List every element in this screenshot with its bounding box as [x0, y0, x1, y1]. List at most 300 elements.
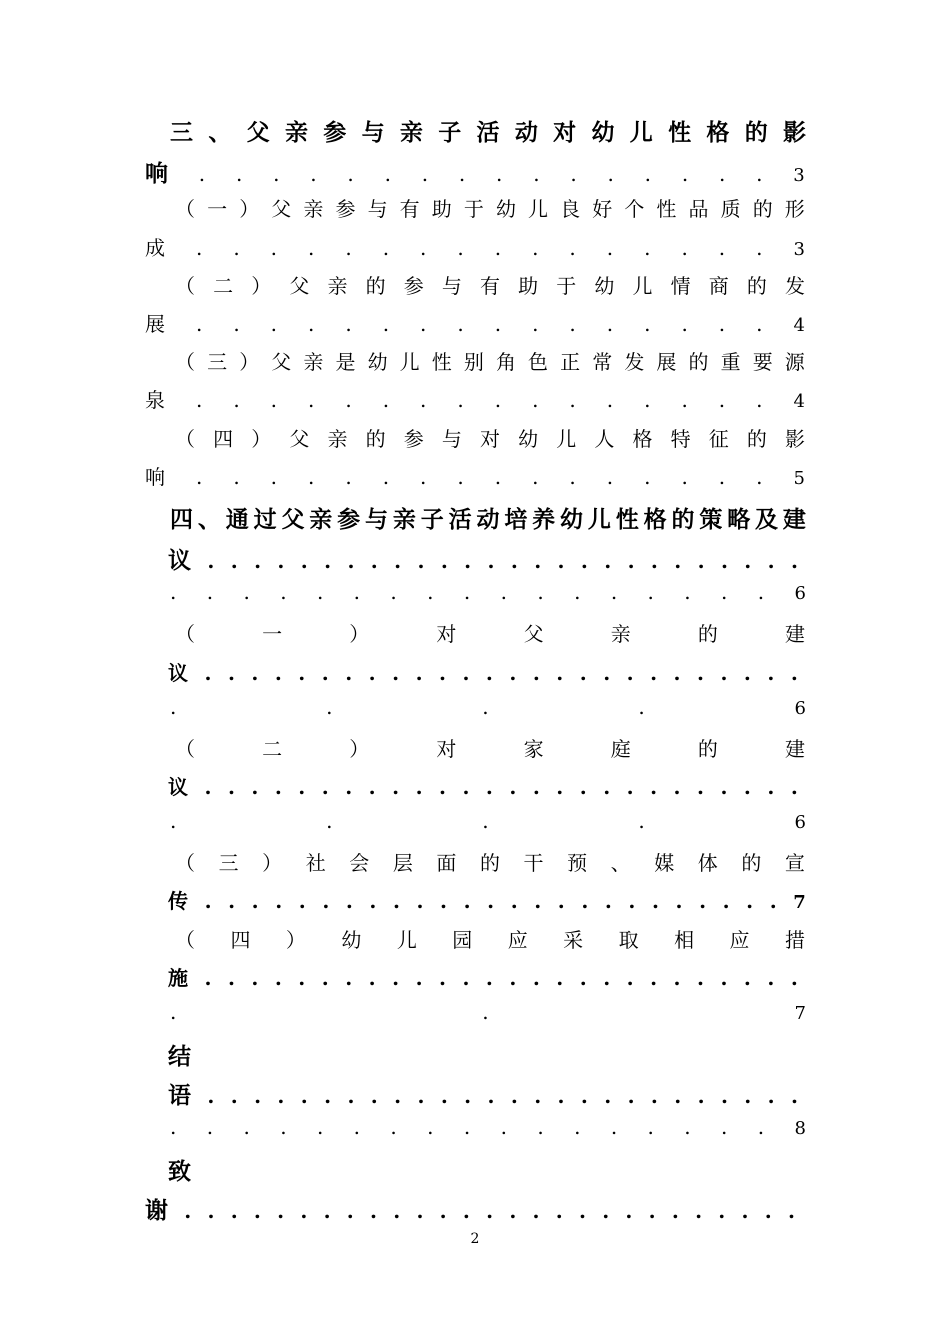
leader-dot: . [308, 312, 315, 336]
leader-dot: . [416, 889, 424, 913]
leader-dot: . [463, 1115, 471, 1139]
toc-entry-s4-1-cont [0, 657, 950, 693]
leader-dot: . [458, 162, 466, 186]
leader-dot: . [382, 236, 390, 260]
toc-title-char: 响 [145, 465, 165, 489]
leader-dot: . [787, 1199, 795, 1223]
leader-dot: . [308, 465, 315, 489]
toc-title-char: 亲 [303, 350, 324, 374]
toc-title-char: 采 [563, 928, 584, 952]
toc-title-char: 应 [507, 928, 528, 952]
toc-title-char: 质 [720, 197, 741, 221]
leader-dot: . [440, 889, 448, 913]
leader-dot: . [184, 1199, 192, 1223]
leader-dot: . [647, 1115, 654, 1139]
toc-title-char: 亲 [610, 622, 631, 646]
leader-dot: . [274, 775, 282, 799]
leader-dot: . [644, 388, 651, 412]
leader-dot: . [673, 775, 681, 799]
toc-title-char: 角 [495, 350, 516, 374]
toc-title-char: 庭 [610, 737, 631, 761]
toc-title-char: 性 [668, 120, 692, 146]
toc-title-char: 宣 [784, 851, 805, 875]
leader-dot: . [651, 889, 659, 913]
leader-dot: . [382, 388, 390, 412]
leader-dot: . [699, 889, 707, 913]
toc-leader-line [168, 657, 798, 686]
leader-dot: . [439, 661, 446, 685]
toc-entry-title [175, 193, 805, 222]
toc-entry-s4[interactable] [0, 501, 950, 537]
leader-dot: . [298, 889, 306, 913]
toc-leader-line [145, 308, 805, 337]
toc-title-char: 发 [624, 350, 645, 374]
toc-title-char: 预 [567, 851, 588, 875]
toc-title-char: 的 [746, 427, 767, 451]
leader-dot: . [695, 1199, 703, 1223]
leader-dot: . [756, 465, 763, 489]
toc-page-number: 3 [793, 165, 805, 186]
toc-title-char: 幼 [560, 507, 584, 533]
toc-entry-s3-1[interactable] [0, 193, 950, 229]
leader-dot: . [253, 1199, 261, 1223]
leader-dot: . [195, 465, 203, 489]
toc-title-char: 的 [365, 427, 386, 451]
toc-title-char: 父 [289, 274, 310, 298]
toc-title-char: 父 [523, 622, 544, 646]
leader-dot: . [277, 1084, 285, 1108]
toc-title-char: 的 [697, 622, 718, 646]
toc-title-char: （ [175, 851, 195, 875]
leader-dot: . [346, 1199, 354, 1223]
leader-dot: . [626, 775, 634, 799]
toc-title-char: 亲 [399, 120, 423, 146]
toc-entry-s3-cont [0, 155, 950, 191]
toc-entry-s3-3-cont [0, 384, 950, 420]
toc-title-char: 建 [784, 737, 805, 761]
leader-dot: . [243, 1115, 250, 1139]
leader-dot: . [756, 162, 763, 186]
leader-dot: . [569, 388, 576, 412]
leader-dot: . [345, 465, 352, 489]
toc-title-char: 与 [365, 507, 389, 533]
leader-dot: . [393, 1199, 401, 1223]
toc-title-char: 亲 [392, 507, 416, 533]
toc-entry-s3-3[interactable] [0, 346, 950, 382]
leader-dot: . [537, 580, 544, 604]
toc-title-char: 取 [618, 928, 639, 952]
toc-title-char: 个 [624, 197, 645, 221]
leader-dot: . [274, 661, 282, 685]
toc-title-char: 动 [514, 120, 538, 146]
leader-dot: . [626, 661, 634, 685]
leader-dot: . [580, 1084, 588, 1108]
toc-entry-conclusion-cont [0, 1077, 950, 1113]
toc-entry-s3[interactable] [0, 114, 950, 150]
toc-title-char: 的 [741, 851, 762, 875]
leader-dot: . [457, 312, 464, 336]
leader-dot: . [604, 1084, 612, 1108]
leader-dot: . [347, 549, 355, 573]
leader-dot: . [310, 162, 317, 186]
leader-dot: . [579, 661, 587, 685]
leader-dot: . [322, 889, 330, 913]
leader-dot: . [384, 162, 391, 186]
leader-dot: . [626, 966, 634, 990]
toc-page-number: 4 [793, 391, 805, 412]
leader-dot: . [534, 1084, 542, 1108]
leader-dot: . [534, 889, 542, 913]
leader-dot: . [757, 1115, 765, 1139]
toc-title-char: 幼 [495, 197, 516, 221]
leader-dot: . [767, 775, 775, 799]
toc-title-char: 儿 [629, 120, 653, 146]
toc-entry-s3-4[interactable] [0, 423, 950, 459]
leader-dot: . [494, 388, 502, 412]
leader-dot: . [392, 661, 400, 685]
leader-dot: . [207, 1199, 215, 1223]
leader-dot: . [684, 1115, 691, 1139]
leader-dot: . [581, 889, 589, 913]
toc-title-char: 面 [436, 851, 457, 875]
leader-dot: . [532, 388, 539, 412]
toc-title-char: 形 [784, 197, 805, 221]
leader-dot: . [650, 966, 658, 990]
toc-title-char: 发 [785, 274, 805, 298]
leader-dot: . [532, 1199, 540, 1223]
leader-dot: . [648, 1199, 656, 1223]
toc-entry-s3-1-cont [0, 232, 950, 268]
leader-dot: . [206, 580, 214, 604]
toc-title-char: ） [285, 928, 306, 952]
leader-dot: . [627, 1084, 635, 1108]
leader-dot: . [625, 1199, 633, 1223]
toc-title-char: ） [239, 350, 260, 374]
leader-dot: . [230, 1199, 238, 1223]
toc-title-char: 的 [479, 851, 500, 875]
toc-title-char: 有 [480, 274, 500, 298]
toc-entry-s4-4[interactable] [0, 924, 950, 960]
leader-dot: . [606, 465, 614, 489]
toc-leader-line [170, 1000, 806, 1024]
leader-dot: . [321, 661, 329, 685]
leader-dot: . [606, 236, 614, 260]
leader-dot: . [439, 1199, 447, 1223]
leader-dot: . [195, 236, 203, 260]
toc-title-char: 一 [262, 622, 283, 646]
leader-dot: . [482, 809, 489, 833]
leader-dot: . [496, 162, 503, 186]
leader-dot: . [718, 465, 726, 489]
toc-title-char: 议 [168, 661, 188, 685]
leader-dot: . [270, 465, 278, 489]
leader-dot: . [610, 580, 618, 604]
leader-dot: . [647, 580, 654, 604]
leader-dot: . [722, 889, 730, 913]
toc-entry-s4-2-cont [0, 771, 950, 807]
leader-dot: . [509, 966, 517, 990]
toc-title-char: 建 [782, 507, 806, 533]
toc-title-char: 父 [271, 350, 292, 374]
toc-entry-s3-2-cont [0, 308, 950, 344]
toc-title-char: 四 [230, 928, 251, 952]
toc-title-char: 幼 [518, 427, 539, 451]
leader-dot: . [532, 661, 540, 685]
leader-dot: . [684, 580, 691, 604]
toc-title-char: 商 [708, 274, 729, 298]
leader-dot: . [746, 889, 754, 913]
toc-entry-thanks[interactable] [0, 1153, 950, 1189]
toc-entry-s4-1[interactable] [0, 618, 950, 654]
toc-entry-conclusion[interactable] [0, 1038, 950, 1074]
leader-dot: . [206, 1115, 214, 1139]
leader-dot: . [580, 549, 588, 573]
leader-dot: . [604, 889, 612, 913]
leader-dot: . [207, 549, 215, 573]
leader-dot: . [251, 661, 259, 685]
toc-title-char: ） [262, 851, 283, 875]
leader-dot: . [416, 1199, 424, 1223]
toc-title-char: 与 [367, 197, 388, 221]
toc-title-char: 的 [697, 737, 718, 761]
toc-title-char: 要 [752, 350, 773, 374]
leader-dot: . [673, 966, 681, 990]
toc-title-char: 展 [656, 350, 677, 374]
leader-dot: . [170, 809, 177, 833]
leader-dot: . [574, 580, 581, 604]
leader-dot: . [439, 966, 446, 990]
toc-page-number: 6 [794, 583, 806, 604]
leader-dot: . [368, 661, 376, 685]
leader-dot: . [254, 549, 262, 573]
leader-dot: . [392, 775, 400, 799]
leader-dot: . [500, 1115, 507, 1139]
toc-title-char: 是 [335, 350, 356, 374]
leader-dot: . [280, 580, 287, 604]
toc-title-char: ） [251, 427, 272, 451]
toc-title-char: 性 [431, 350, 452, 374]
leader-dot: . [277, 549, 285, 573]
leader-dot: . [756, 312, 763, 336]
toc-leader-line [168, 885, 806, 914]
toc-title-char: 对 [553, 120, 577, 146]
toc-title-char: （ [175, 197, 195, 221]
toc-title-char: 、 [610, 851, 631, 875]
toc-title-char: 成 [145, 236, 165, 260]
toc-title-char: 园 [452, 928, 473, 952]
leader-dot: . [681, 236, 688, 260]
leader-dot: . [510, 1084, 518, 1108]
leader-dot: . [674, 549, 682, 573]
leader-dot: . [603, 966, 611, 990]
toc-title-char: 、 [197, 507, 221, 533]
leader-dot: . [235, 162, 243, 186]
toc-title-char: 重 [720, 350, 741, 374]
leader-dot: . [569, 312, 576, 336]
leader-dot: . [394, 549, 402, 573]
leader-dot: . [326, 695, 333, 719]
leader-dot: . [769, 889, 777, 913]
leader-dot: . [464, 549, 472, 573]
toc-title-char: 父 [246, 120, 270, 146]
leader-dot: . [650, 661, 658, 685]
toc-title-char: 与 [441, 274, 462, 298]
leader-dot: . [273, 162, 280, 186]
toc-page-number: 5 [793, 468, 805, 489]
leader-dot: . [427, 580, 434, 604]
leader-dot: . [321, 966, 329, 990]
leader-dot: . [570, 162, 577, 186]
leader-dot: . [227, 966, 235, 990]
leader-dot: . [280, 1115, 287, 1139]
leader-dot: . [485, 966, 493, 990]
leader-dot: . [644, 162, 652, 186]
leader-dot: . [417, 549, 425, 573]
toc-leader-line [170, 1115, 806, 1139]
leader-dot: . [170, 695, 177, 719]
toc-title-char: 参 [335, 197, 356, 221]
leader-dot: . [574, 1115, 581, 1139]
leader-dot: . [230, 1084, 238, 1108]
leader-dot: . [557, 1084, 565, 1108]
toc-leader-line [145, 232, 805, 261]
leader-dot: . [347, 1084, 355, 1108]
leader-dot: . [494, 465, 502, 489]
toc-title-char: 议 [168, 548, 191, 574]
leader-dot: . [790, 775, 798, 799]
leader-dot: . [440, 549, 448, 573]
toc-entry-s4-2[interactable] [0, 733, 950, 769]
leader-dot: . [347, 162, 354, 186]
toc-title-char: ） [349, 622, 370, 646]
leader-dot: . [532, 775, 540, 799]
toc-title-char: 语 [168, 1083, 191, 1109]
leader-dot: . [390, 1115, 397, 1139]
leader-dot: . [532, 236, 539, 260]
toc-title-char: 人 [594, 427, 615, 451]
leader-dot: . [482, 695, 489, 719]
leader-dot: . [370, 1199, 377, 1223]
leader-dot: . [198, 162, 206, 186]
toc-page-number: 7 [793, 892, 806, 913]
toc-entry-title [170, 501, 806, 534]
toc-entry-title [175, 346, 805, 375]
leader-dot: . [207, 1084, 215, 1108]
toc-title-char: 泉 [145, 388, 165, 412]
toc-leader-line [145, 384, 805, 413]
leader-dot: . [790, 661, 798, 685]
toc-entry-s4-page [0, 580, 950, 616]
toc-title-char: 儿 [396, 928, 417, 952]
toc-title-char: 传 [168, 889, 188, 913]
leader-dot: . [204, 889, 212, 913]
toc-title-char: 于 [463, 197, 484, 221]
toc-entry-title [168, 1038, 191, 1071]
toc-title-char: 的 [365, 274, 386, 298]
leader-dot: . [482, 1000, 489, 1024]
leader-dot: . [650, 775, 658, 799]
leader-dot: . [462, 775, 470, 799]
leader-dot: . [741, 1199, 749, 1223]
leader-dot: . [556, 775, 564, 799]
toc-title-char: 格 [632, 427, 653, 451]
toc-title-char: 会 [349, 851, 370, 875]
leader-dot: . [757, 580, 765, 604]
toc-entry-title [175, 423, 805, 452]
leader-dot: . [720, 661, 728, 685]
leader-dot: . [251, 966, 259, 990]
leader-dot: . [170, 1115, 177, 1139]
leader-dot: . [790, 1084, 798, 1108]
leader-dot: . [370, 549, 378, 573]
leader-dot: . [421, 162, 429, 186]
leader-dot: . [170, 1000, 177, 1024]
toc-title-char: 的 [688, 350, 709, 374]
leader-dot: . [300, 1084, 308, 1108]
toc-title-char: 亲 [327, 274, 348, 298]
toc-title-char: 常 [592, 350, 613, 374]
leader-dot: . [532, 312, 539, 336]
toc-entry-s4-cont [0, 542, 950, 578]
leader-dot: . [345, 312, 352, 336]
leader-dot: . [274, 966, 282, 990]
leader-dot: . [644, 236, 651, 260]
leader-dot: . [556, 661, 564, 685]
toc-title-char: 与 [361, 120, 385, 146]
toc-entry-s4-3[interactable] [0, 847, 950, 883]
toc-title-char: （ [175, 737, 195, 761]
leader-dot: . [764, 1199, 772, 1223]
leader-dot: . [718, 388, 726, 412]
leader-dot: . [555, 1199, 563, 1223]
leader-dot: . [720, 966, 728, 990]
toc-title-char: 的 [744, 120, 768, 146]
leader-dot: . [345, 236, 352, 260]
toc-entry-s4-4-cont [0, 962, 950, 998]
leader-dot: . [767, 661, 775, 685]
toc-title-char: （ [175, 928, 195, 952]
leader-dot: . [650, 1084, 658, 1108]
toc-title-char: 的 [752, 197, 773, 221]
toc-entry-s3-2[interactable] [0, 270, 950, 306]
toc-title-char: 子 [438, 120, 462, 146]
leader-dot: . [681, 465, 688, 489]
toc-title-char: 结 [168, 1044, 191, 1070]
toc-title-char: 参 [323, 120, 347, 146]
toc-title-char: 响 [145, 161, 168, 187]
leader-dot: . [345, 661, 353, 685]
toc-leader-line [168, 771, 798, 800]
leader-dot: . [353, 1115, 361, 1139]
leader-dot: . [382, 312, 390, 336]
leader-dot: . [233, 312, 240, 336]
leader-dot: . [298, 661, 306, 685]
leader-dot: . [270, 236, 278, 260]
toc-title-char: 应 [729, 928, 750, 952]
leader-dot: . [627, 549, 635, 573]
leader-dot: . [298, 966, 306, 990]
leader-dot: . [420, 236, 427, 260]
toc-entry-title [170, 114, 806, 147]
leader-dot: . [233, 465, 240, 489]
toc-title-char: 及 [755, 507, 779, 533]
toc-entry-title [168, 1153, 191, 1186]
leader-dot: . [227, 661, 235, 685]
leader-dot: . [420, 388, 427, 412]
leader-dot: . [603, 661, 611, 685]
toc-title-char: 对 [436, 622, 457, 646]
toc-leader-line [168, 962, 798, 991]
